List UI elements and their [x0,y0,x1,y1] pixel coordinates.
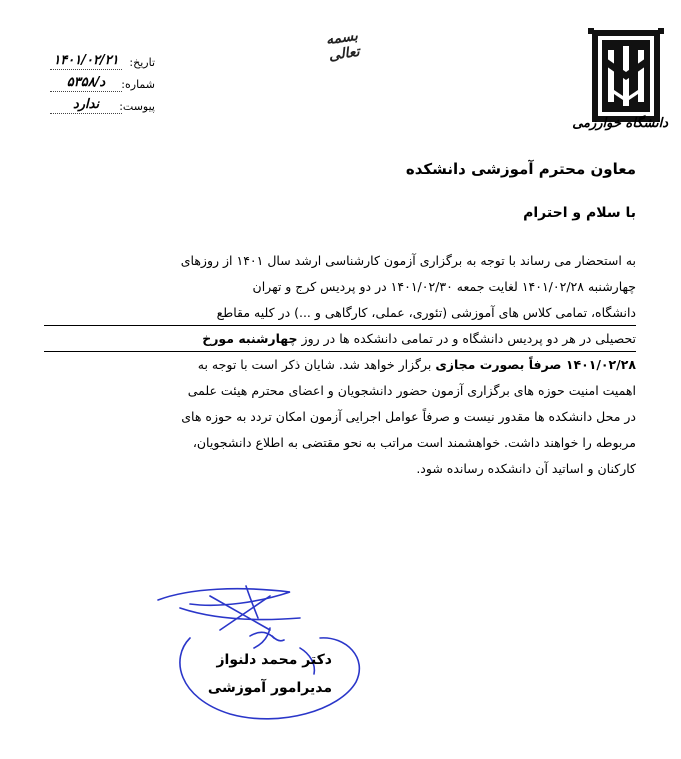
bold-virtual-phrase: ۱۴۰۱/۰۲/۲۸ صرفاً بصورت مجازی [435,357,636,372]
number-row [50,74,155,96]
body-line: چهارشنبه ۱۴۰۱/۰۲/۲۸ لغایت جمعه ۱۴۰۱/۰۲/۳۰ در دو پردیس کرج و تهران [252,279,636,294]
attachment-label: پیوست: [119,100,155,113]
signatory-title: مدیرامور آموزشی [207,680,332,696]
letter-meta [50,52,155,118]
body-line: کارکنان و اساتید آن دانشکده رسانده شود. [416,461,636,476]
attachment-row [50,96,155,118]
body-line-text: برگزار خواهد شد. شایان ذکر است با توجه به [197,357,432,372]
date-value: ۱۴۰۱/۰۲/۲۱ [50,52,122,70]
greeting: با سلام و احترام [523,205,636,221]
body-line [44,326,636,352]
body-line: دانشگاه، تمامی کلاس های آموزشی (تئوری، عملی، کارگاهی و ...) در کلیه مقاطع [44,300,636,326]
logo-caption: دانشگاه خوارزمی [572,116,668,131]
number-value: د/۵۳۵۸ [50,74,122,92]
letter-body [44,248,636,482]
addressee: معاون محترم آموزشی دانشکده [405,160,636,178]
number-label: شماره: [121,78,155,91]
bold-date-phrase: چهارشنبه مورخ [202,331,298,346]
date-label: تاریخ: [129,56,155,69]
basmala: بسمه تعالی [324,27,361,64]
body-line: مربوطه را خواهند داشت. خواهشمند است مراتب به نحو مقتضی به اطلاع دانشجویان، [192,435,636,450]
body-line-text: تحصیلی در هر دو پردیس دانشگاه و در تمامی دانشکده ها در روز [301,331,636,346]
body-line: در محل دانشکده ها مقدور نیست و صرفاً عوامل اجرایی آزمون امکان تردد به حوزه های [181,409,636,424]
body-line: به استحضار می رساند با توجه به برگزاری آزمون کارشناسی ارشد سال ۱۴۰۱ از روزهای [180,253,636,268]
date-row [50,52,155,74]
body-line: اهمیت امنیت حوزه های برگزاری آزمون حضور دانشجویان و اعضای محترم هیئت علمی [187,383,636,398]
body-line [44,352,636,378]
attachment-value: ندارد [50,96,122,114]
signatory-name: دکتر محمد دلنواز [216,652,332,668]
